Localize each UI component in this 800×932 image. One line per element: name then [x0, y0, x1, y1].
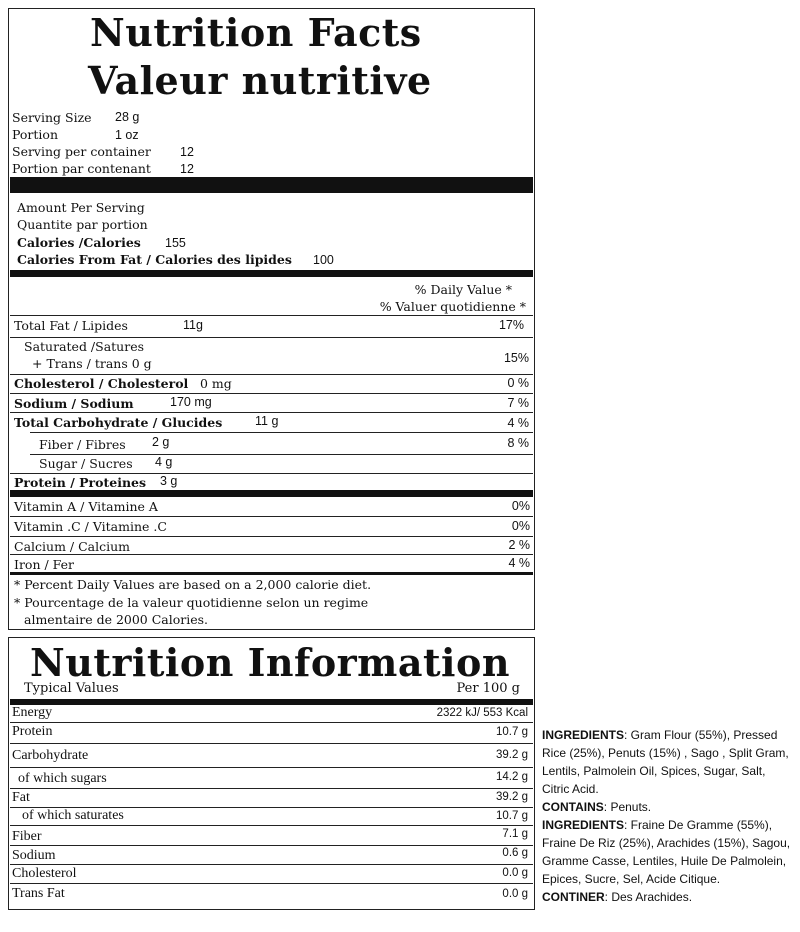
- portion-par-contenant-value: 12: [180, 162, 194, 176]
- info-row-value: 0.6 g: [502, 847, 528, 859]
- contains-fr-text: : Des Arachides.: [604, 890, 693, 904]
- daily-value-fr: % Valuer quotidienne *: [379, 299, 526, 314]
- contains-en-text: : Penuts.: [603, 800, 652, 814]
- nutrient-amount: 2 g: [152, 435, 170, 449]
- serving-per-container-value: 12: [180, 145, 194, 159]
- thick-divider-4: [10, 572, 533, 575]
- info-thick-divider: [10, 699, 533, 705]
- info-title: Nutrition Information: [30, 640, 510, 685]
- calories-fat-value: 100: [313, 253, 334, 267]
- vitamin-pct: 4 %: [508, 556, 530, 570]
- nutrient-pct: 0 %: [507, 376, 529, 390]
- nutrient-pct: 8 %: [507, 436, 529, 450]
- divider: [10, 315, 533, 316]
- contains-fr-heading: CONTINER: [542, 890, 605, 904]
- nutrient-label: Total Carbohydrate / Glucides: [14, 415, 223, 430]
- divider: [10, 337, 533, 338]
- vitamin-pct: 2 %: [508, 538, 530, 552]
- info-row-value: 39.2 g: [496, 749, 528, 761]
- nutrient-amount: 11 g: [255, 414, 279, 428]
- info-row-label: Protein: [12, 724, 53, 739]
- divider: [10, 393, 533, 394]
- info-row-value: 0.0 g: [502, 888, 528, 900]
- divider: [10, 516, 533, 517]
- serving-size-label: Serving Size: [12, 110, 92, 125]
- serving-size-value: 28 g: [115, 110, 140, 124]
- contains-en-heading: CONTAINS: [542, 800, 604, 814]
- info-row-value: 14.2 g: [496, 771, 528, 783]
- divider: [10, 825, 533, 826]
- divider: [10, 412, 533, 413]
- quantite-par-portion: Quantite par portion: [17, 217, 148, 232]
- nutrient-label: Protein / Proteines: [14, 475, 147, 490]
- divider: [10, 845, 533, 846]
- divider: [10, 883, 533, 884]
- facts-title-fr: Valeur nutritive: [88, 58, 432, 103]
- ingredients-en-text: : Gram Flour (55%), Pressed Rice (25%), Penuts (15%) , Sago , Split Gram, Lentils, Palmolein Oil, Spices, Sugar, Salt, Citric Acid.: [542, 728, 789, 796]
- divider: [10, 374, 533, 375]
- info-row-value: 2322 kJ/ 553 Kcal: [436, 707, 528, 719]
- divider: [10, 473, 533, 474]
- info-row-label: of which saturates: [22, 808, 124, 823]
- divider: [10, 788, 533, 789]
- calories-value: 155: [165, 236, 186, 250]
- ingredients-fr: [542, 816, 794, 906]
- info-row-value: 39.2 g: [496, 791, 528, 803]
- info-row-label: Energy: [12, 705, 53, 720]
- divider: [30, 432, 533, 433]
- vitamin-label: Calcium / Calcium: [14, 539, 130, 554]
- nutrient-pct: 17%: [498, 318, 524, 332]
- nutrient-pct: 4 %: [507, 416, 529, 430]
- nutrient-amount: 170 mg: [170, 395, 212, 409]
- amount-per-serving: Amount Per Serving: [17, 200, 145, 215]
- info-row-label: Fat: [12, 790, 30, 805]
- calories-fat-label: Calories From Fat / Calories des lipides: [17, 252, 292, 267]
- info-row-value: 7.1 g: [502, 828, 528, 840]
- ingredients-fr-heading: INGREDIENTS: [542, 818, 625, 832]
- serving-per-container-label: Serving per container: [12, 144, 151, 159]
- footnote-en: * Percent Daily Values are based on a 2,000 calorie diet.: [14, 577, 372, 592]
- facts-title-en: Nutrition Facts: [90, 10, 422, 55]
- nutrient-label: Sodium / Sodium: [14, 396, 134, 411]
- nutrient-amount: 11g: [183, 318, 203, 332]
- nutrient-amount: 4 g: [155, 455, 173, 469]
- nutrient-pct: 15%: [503, 351, 529, 365]
- info-row-label: Fiber: [12, 829, 42, 844]
- per-100g: Per 100 g: [456, 681, 520, 696]
- vitamin-label: Vitamin A / Vitamine A: [14, 499, 158, 514]
- nutrient-sublabel: + Trans / trans 0 g: [32, 356, 152, 371]
- info-row-label: Sodium: [12, 848, 56, 863]
- thick-divider-3: [10, 490, 533, 497]
- ingredients-en-heading: INGREDIENTS: [542, 728, 625, 742]
- divider: [10, 767, 533, 768]
- thick-divider-1: [10, 177, 533, 193]
- portion-value: 1 oz: [115, 128, 139, 142]
- ingredients-fr-text: : Fraine De Gramme (55%), Fraine De Riz (25%), Arachides (15%), Sagou, Gramme Casse, Lentiles, Huile De Palmolein, Epices, Sucre, Sel, Acide Citique.: [542, 818, 791, 886]
- vitamin-label: Vitamin .C / Vitamine .C: [14, 519, 167, 534]
- divider: [10, 722, 533, 723]
- info-row-value: 0.0 g: [502, 867, 528, 879]
- divider: [10, 864, 533, 865]
- footnote-fr-1: * Pourcentage de la valeur quotidienne selon un regime: [14, 595, 369, 610]
- footnote-fr-2: almentaire de 2000 Calories.: [24, 612, 209, 627]
- divider: [10, 743, 533, 744]
- nutrient-amount: 0 mg: [200, 376, 232, 391]
- nutrient-amount: 3 g: [160, 474, 178, 488]
- divider: [10, 554, 533, 555]
- daily-value-en: % Daily Value *: [414, 282, 512, 297]
- nutrient-label: Saturated /Satures: [24, 339, 145, 354]
- vitamin-pct: 0%: [511, 519, 530, 533]
- portion-par-contenant-label: Portion par contenant: [12, 161, 151, 176]
- info-row-label: Trans Fat: [12, 886, 65, 901]
- nutrient-label: Sugar / Sucres: [39, 456, 133, 471]
- nutrient-label: Total Fat / Lipides: [14, 318, 128, 333]
- info-row-label: Carbohydrate: [12, 748, 89, 763]
- vitamin-label: Iron / Fer: [14, 557, 75, 572]
- nutrient-pct: 7 %: [507, 396, 529, 410]
- info-row-value: 10.7 g: [496, 810, 528, 822]
- ingredients-en: [542, 726, 794, 816]
- info-row-label: of which sugars: [18, 771, 107, 786]
- portion-label: Portion: [12, 127, 59, 142]
- divider: [30, 454, 533, 455]
- typical-values: Typical Values: [24, 681, 119, 696]
- nutrient-label: Fiber / Fibres: [39, 437, 126, 452]
- divider: [10, 536, 533, 537]
- nutrient-label: Cholesterol / Cholesterol: [14, 376, 189, 391]
- info-row-label: Cholesterol: [12, 866, 77, 881]
- info-row-value: 10.7 g: [496, 726, 528, 738]
- vitamin-pct: 0%: [511, 499, 530, 513]
- thick-divider-2: [10, 270, 533, 277]
- calories-label: Calories /Calories: [17, 235, 141, 250]
